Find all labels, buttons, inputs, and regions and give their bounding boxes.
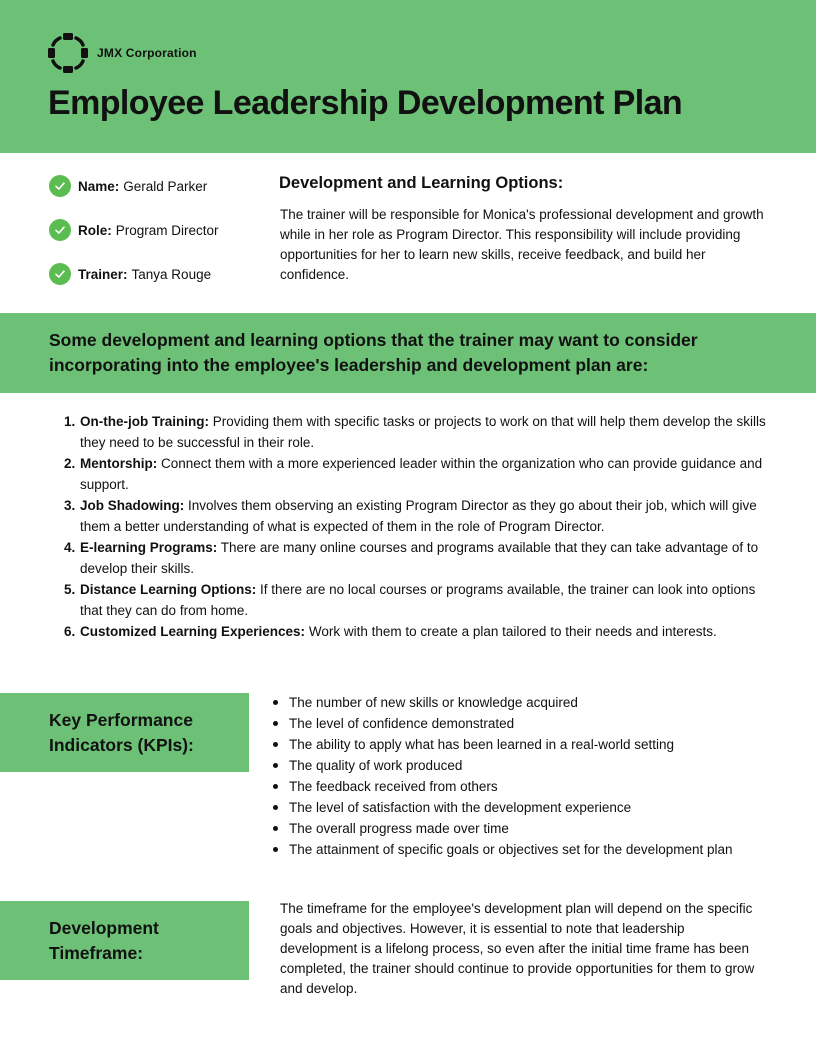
list-item	[64, 411, 780, 453]
list-item-text: The quality of work produced	[289, 758, 463, 773]
info-value: Program Director	[115, 222, 219, 238]
bullet-icon	[273, 784, 278, 789]
list-item-title: Distance Learning Options:	[80, 582, 257, 597]
development-heading: Development and Learning Options:	[279, 174, 564, 192]
company-logo	[48, 33, 197, 73]
list-item-text: The feedback received from others	[289, 779, 498, 794]
bullet-icon	[273, 826, 278, 831]
list-item	[289, 797, 789, 818]
list-item-text: Providing them with specific tasks or projects to work on that will help them develop the skills they need to be successful in their role.	[80, 414, 766, 450]
bullet-icon	[273, 847, 278, 852]
list-item-number: 2.	[64, 456, 76, 471]
list-item	[289, 818, 789, 839]
list-item	[289, 713, 789, 734]
list-item-text: Involves them observing an existing Program Director as they go about their job, which will give them a better understanding of what is expected of them in the role of Program Director.	[80, 498, 757, 534]
list-item-title: Customized Learning Experiences:	[80, 624, 306, 639]
info-label: Name:	[78, 178, 120, 194]
check-circle-icon	[49, 263, 71, 285]
info-item-trainer	[49, 263, 219, 285]
list-item-text: If there are no local courses or programs available, the trainer can look into options that they can do from home.	[80, 582, 756, 618]
list-item	[64, 537, 780, 579]
timeframe-section-label	[0, 901, 249, 980]
info-label: Role:	[78, 222, 112, 238]
header-banner	[0, 0, 816, 153]
list-item-text: The level of satisfaction with the development experience	[289, 800, 632, 815]
list-item	[64, 453, 780, 495]
kpi-heading: Key Performance Indicators (KPIs):	[49, 709, 194, 755]
kpi-section-label	[0, 693, 249, 772]
company-name: JMX Corporation	[97, 46, 197, 60]
list-item	[289, 692, 789, 713]
list-item	[64, 495, 780, 537]
info-label: Trainer:	[78, 266, 128, 282]
check-circle-icon	[49, 175, 71, 197]
bullet-icon	[273, 805, 278, 810]
list-item	[289, 755, 789, 776]
list-item-text: The attainment of specific goals or objectives set for the development plan	[289, 842, 733, 857]
list-item-title: On-the-job Training:	[80, 414, 209, 429]
timeframe-heading: Development Timeframe:	[49, 917, 159, 963]
learning-options-list	[64, 411, 780, 642]
page-title: Employee Leadership Development Plan	[48, 84, 683, 122]
info-value: Gerald Parker	[123, 178, 208, 194]
list-item-text: The ability to apply what has been learned in a real-world setting	[289, 737, 674, 752]
bullet-icon	[273, 763, 278, 768]
employee-info-list	[49, 175, 219, 307]
list-item-text: Work with them to create a plan tailored to their needs and interests.	[308, 624, 717, 639]
list-item-title: E-learning Programs:	[80, 540, 218, 555]
bullet-icon	[273, 721, 278, 726]
list-item	[289, 776, 789, 797]
bullet-icon	[273, 742, 278, 747]
list-item-title: Mentorship:	[80, 456, 158, 471]
timeframe-body: The timeframe for the employee's development plan will depend on the specific goals and objectives. However, it is essential to note that leadership development is a lifelong process, so even after the initial time frame has been completed, the trainer should continue to provide opportunities for them to grow and develop.	[280, 901, 755, 996]
list-item-number: 6.	[64, 624, 76, 639]
list-item-number: 4.	[64, 540, 76, 555]
bullet-icon	[273, 700, 278, 705]
kpi-list	[289, 692, 789, 860]
development-body: The trainer will be responsible for Monica's professional development and growth while in her role as Program Director. This responsibility will include providing opportunities for her to learn new skills, receive feedback, and build her confidence.	[280, 207, 764, 282]
list-item-text: The overall progress made over time	[289, 821, 509, 836]
list-item-title: Job Shadowing:	[80, 498, 185, 513]
list-item-text: Connect them with a more experienced leader within the organization who can provide guidance and support.	[80, 456, 763, 492]
list-item	[64, 621, 780, 642]
list-item-number: 5.	[64, 582, 76, 597]
options-intro-text: Some development and learning options that the trainer may want to consider incorporating into the employee's leadership and development plan are:	[49, 330, 698, 375]
list-item	[64, 579, 780, 621]
list-item	[289, 839, 789, 860]
list-item-text: There are many online courses and programs available that they can take advantage of to develop their skills.	[80, 540, 759, 576]
list-item-number: 1.	[64, 414, 76, 429]
info-value: Tanya Rouge	[131, 266, 212, 282]
info-item-name	[49, 175, 219, 197]
list-item-text: The level of confidence demonstrated	[289, 716, 515, 731]
list-item-text: The number of new skills or knowledge acquired	[289, 695, 578, 710]
corporate-logo-icon	[48, 33, 88, 73]
info-item-role	[49, 219, 219, 241]
check-circle-icon	[49, 219, 71, 241]
list-item	[289, 734, 789, 755]
list-item-number: 3.	[64, 498, 76, 513]
